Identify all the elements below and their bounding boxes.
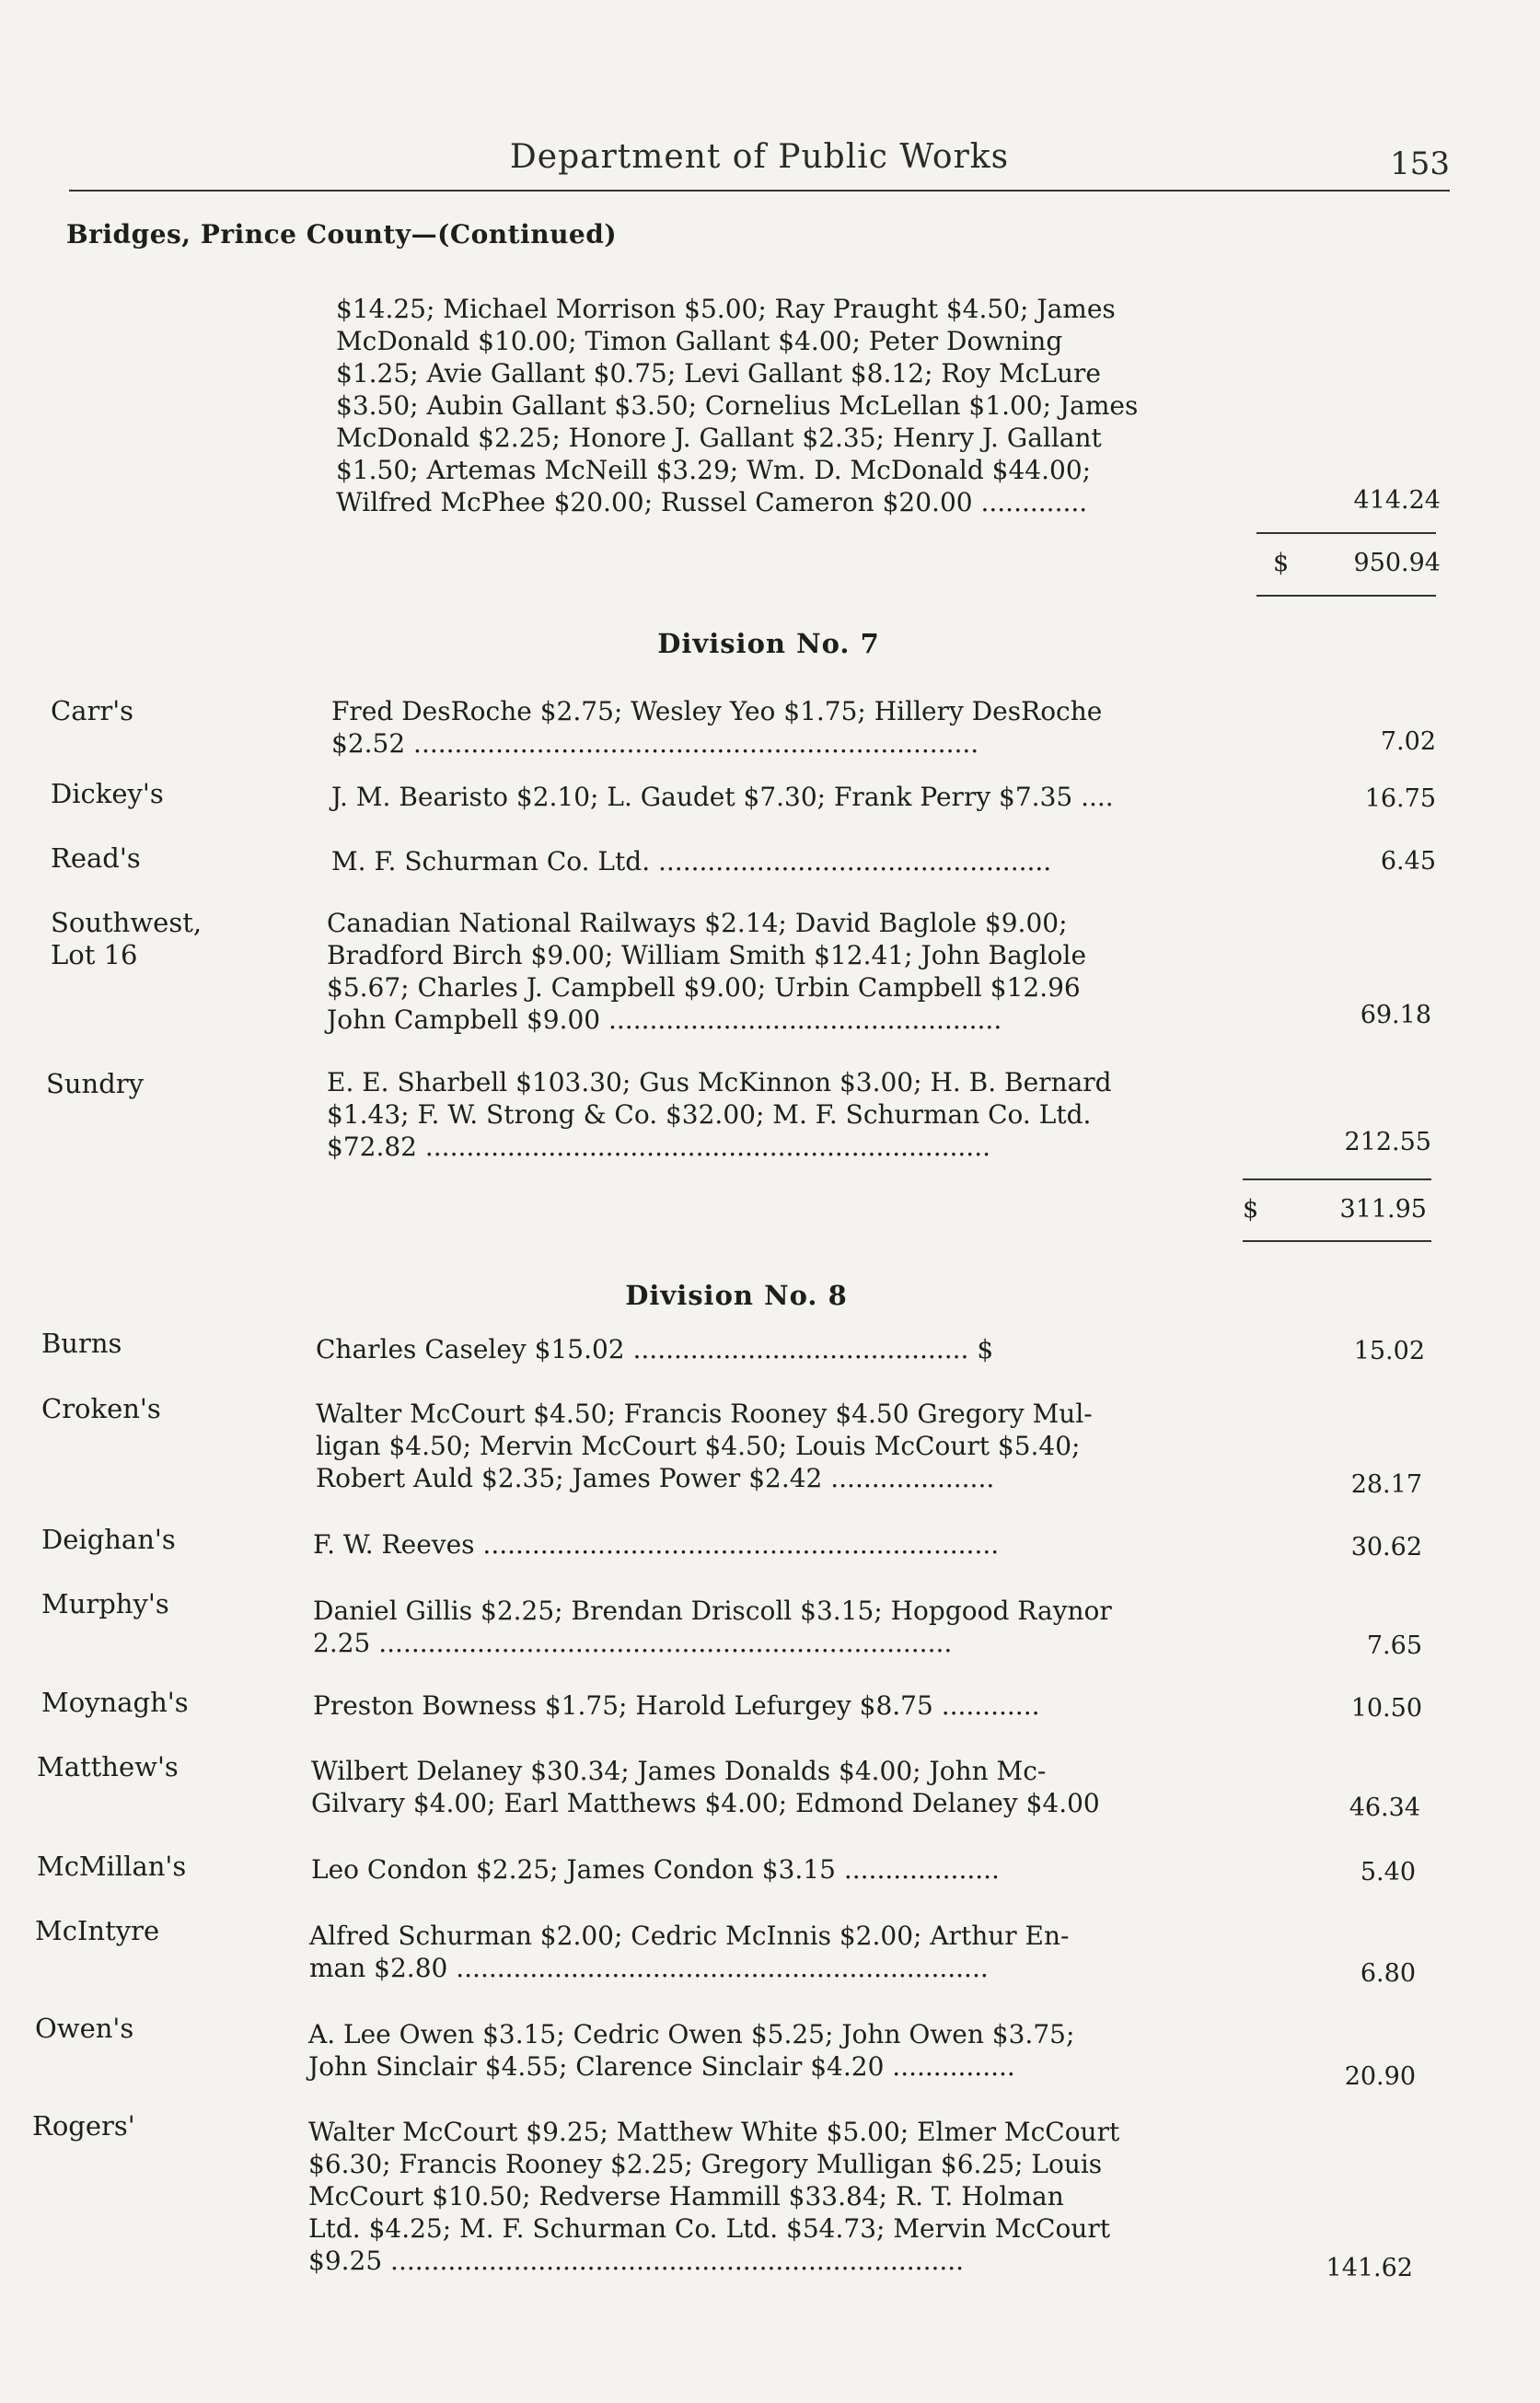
entry-amount: 6.45	[1380, 847, 1436, 876]
total-rule-bottom	[1243, 1240, 1431, 1242]
text-line: J. M. Bearisto $2.10; L. Gaudet $7.30; Frank Perry $7.35 ....	[331, 782, 1114, 812]
entry-amount: 212.55	[1344, 1128, 1431, 1156]
text-line: $1.43; F. W. Strong & Co. $32.00; M. F. Schurman Co. Ltd.	[327, 1099, 1092, 1130]
text-line: John Campbell $9.00 ................................................	[327, 1004, 1002, 1035]
entry-amount: 30.62	[1350, 1533, 1422, 1561]
text-line: Wilbert Delaney $30.34; James Donalds $4.00; John Mc-	[311, 1756, 1047, 1786]
line-amount: 414.24	[1353, 486, 1441, 515]
text-line: Ltd. $4.25; M. F. Schurman Co. Ltd. $54.73; Mervin McCourt	[308, 2213, 1110, 2244]
entry-text	[309, 1920, 1230, 1984]
page-header	[69, 129, 1450, 192]
total-dollar-sign: $	[1243, 1195, 1259, 1224]
entry-text	[311, 1755, 1232, 1819]
entry-name: Owen's	[35, 2013, 134, 2044]
entry-text	[308, 2116, 1229, 2277]
entry-name: Murphy's	[41, 1588, 169, 1619]
text-line: Walter McCourt $4.50; Francis Rooney $4.50 Gregory Mul-	[316, 1399, 1093, 1429]
text-line: John Sinclair $4.55; Clarence Sinclair $4.20 ...............	[308, 2051, 1015, 2082]
continued-paragraph	[336, 293, 1259, 518]
entry-amount: 20.90	[1344, 2062, 1416, 2091]
entry-amount: 69.18	[1360, 1001, 1431, 1029]
entry-name-line2: Lot 16	[51, 939, 138, 970]
text-line: Leo Condon $2.25; James Condon $3.15 ...................	[311, 1854, 1000, 1885]
section-title: Bridges, Prince County—(Continued)	[66, 219, 618, 250]
entry-text	[331, 845, 1252, 877]
entry-name: Moynagh's	[41, 1687, 189, 1718]
entry-name: Burns	[41, 1328, 122, 1359]
text-line: $1.25; Avie Gallant $0.75; Levi Gallant $8.12; Roy McLure	[336, 358, 1101, 389]
entry-name: Dickey's	[51, 778, 164, 809]
entry-text	[311, 1853, 1232, 1886]
entry-name: Carr's	[51, 695, 134, 726]
entry-text	[313, 1689, 1233, 1722]
entry-amount: 7.65	[1366, 1631, 1422, 1660]
page-number: 153	[1390, 145, 1450, 182]
text-line: McDonald $2.25; Honore J. Gallant $2.35; Henry J. Gallant	[336, 423, 1102, 453]
text-line: F. W. Reeves ...............................................................	[313, 1529, 1000, 1560]
text-line: McCourt $10.50; Redverse Hammill $33.84; R. T. Holman	[308, 2181, 1064, 2211]
text-line: 2.25 ......................................................................	[313, 1628, 953, 1658]
text-line: E. E. Sharbell $103.30; Gus McKinnon $3.00; H. B. Bernard	[327, 1067, 1112, 1097]
text-line: Daniel Gillis $2.25; Brendan Driscoll $3.15; Hopgood Raynor	[313, 1596, 1112, 1626]
text-line: Walter McCourt $9.25; Matthew White $5.00; Elmer McCourt	[308, 2117, 1120, 2147]
entry-name: Sundry	[46, 1068, 145, 1099]
entry-name: Croken's	[41, 1393, 161, 1424]
entry-text	[327, 907, 1247, 1036]
text-line: $9.25 ......................................................................	[308, 2246, 965, 2276]
entry-text	[313, 1528, 1233, 1561]
text-line: M. F. Schurman Co. Ltd. ................................................	[331, 846, 1052, 876]
entry-text	[316, 1398, 1236, 1494]
division-8-heading: Division No. 8	[625, 1280, 848, 1311]
text-line: Wilfred McPhee $20.00; Russel Cameron $20.00 .............	[336, 487, 1088, 517]
entry-name: Deighan's	[41, 1524, 176, 1555]
entry-amount: 141.62	[1326, 2254, 1413, 2282]
division-7-heading: Division No. 7	[657, 628, 880, 659]
text-line: Fred DesRoche $2.75; Wesley Yeo $1.75; Hillery DesRoche	[331, 696, 1103, 726]
text-line: $2.52 .....................................................................	[331, 728, 979, 759]
entry-amount: 10.50	[1350, 1694, 1422, 1723]
text-line: Alfred Schurman $2.00; Cedric McInnis $2.00; Arthur En-	[309, 1921, 1070, 1951]
text-line: A. Lee Owen $3.15; Cedric Owen $5.25; John Owen $3.75;	[308, 2019, 1075, 2049]
entry-text	[331, 695, 1252, 760]
text-line: $5.67; Charles J. Campbell $9.00; Urbin Campbell $12.96	[327, 972, 1081, 1003]
entry-name: Rogers'	[32, 2110, 135, 2142]
entry-name: Matthew's	[37, 1751, 179, 1782]
total-rule-top	[1243, 1178, 1431, 1180]
total-rule-top	[1256, 532, 1436, 534]
entry-text	[327, 1066, 1247, 1163]
text-line: McDonald $10.00; Timon Gallant $4.00; Peter Downing	[336, 326, 1063, 356]
entry-text	[308, 2018, 1229, 2083]
entry-amount: 28.17	[1350, 1470, 1422, 1499]
text-line: $3.50; Aubin Gallant $3.50; Cornelius McLellan $1.00; James	[336, 390, 1139, 421]
entry-text	[331, 781, 1252, 813]
entry-text	[316, 1333, 1273, 1365]
text-line: $72.82 .....................................................................	[327, 1132, 990, 1162]
text-line: Robert Auld $2.35; James Power $2.42 ....................	[316, 1463, 995, 1493]
entry-name: McIntyre	[35, 1915, 160, 1946]
text-line: Bradford Birch $9.00; William Smith $12.41; John Baglole	[327, 940, 1087, 970]
page-title: Department of Public Works	[509, 138, 1010, 176]
entry-name: McMillan's	[37, 1851, 187, 1882]
division-7-total: 311.95	[1339, 1195, 1427, 1224]
text-line: $6.30; Francis Rooney $2.25; Gregory Mulligan $6.25; Louis	[308, 2149, 1103, 2179]
entry-amount: 16.75	[1364, 784, 1436, 813]
text-line: Canadian National Railways $2.14; David Baglole $9.00;	[327, 908, 1068, 938]
text-line: man $2.80 .................................................................	[309, 1953, 989, 1983]
entry-name: Read's	[51, 842, 141, 874]
total-dollar-sign: $	[1273, 549, 1290, 577]
total-rule-bottom	[1256, 595, 1436, 597]
entry-amount: 7.02	[1380, 727, 1436, 756]
entry-amount: 6.80	[1360, 1959, 1416, 1988]
entry-name: Southwest,	[51, 907, 203, 938]
entry-amount: 15.02	[1353, 1337, 1425, 1365]
text-line: $1.50; Artemas McNeill $3.29; Wm. D. McDonald $44.00;	[336, 455, 1092, 485]
entry-amount: 46.34	[1349, 1794, 1420, 1822]
text-line: Gilvary $4.00; Earl Matthews $4.00; Edmond Delaney $4.00	[311, 1788, 1100, 1818]
text-line: $14.25; Michael Morrison $5.00; Ray Praught $4.50; James	[336, 294, 1116, 324]
text-line: Preston Bowness $1.75; Harold Lefurgey $8.75 ............	[313, 1690, 1040, 1721]
entry-amount: 5.40	[1360, 1858, 1416, 1886]
section-total: 950.94	[1353, 549, 1441, 577]
text-line: Charles Caseley $15.02 ......................................... $	[316, 1334, 994, 1364]
entry-text	[313, 1595, 1233, 1659]
text-line: ligan $4.50; Mervin McCourt $4.50; Louis McCourt $5.40;	[316, 1431, 1081, 1461]
